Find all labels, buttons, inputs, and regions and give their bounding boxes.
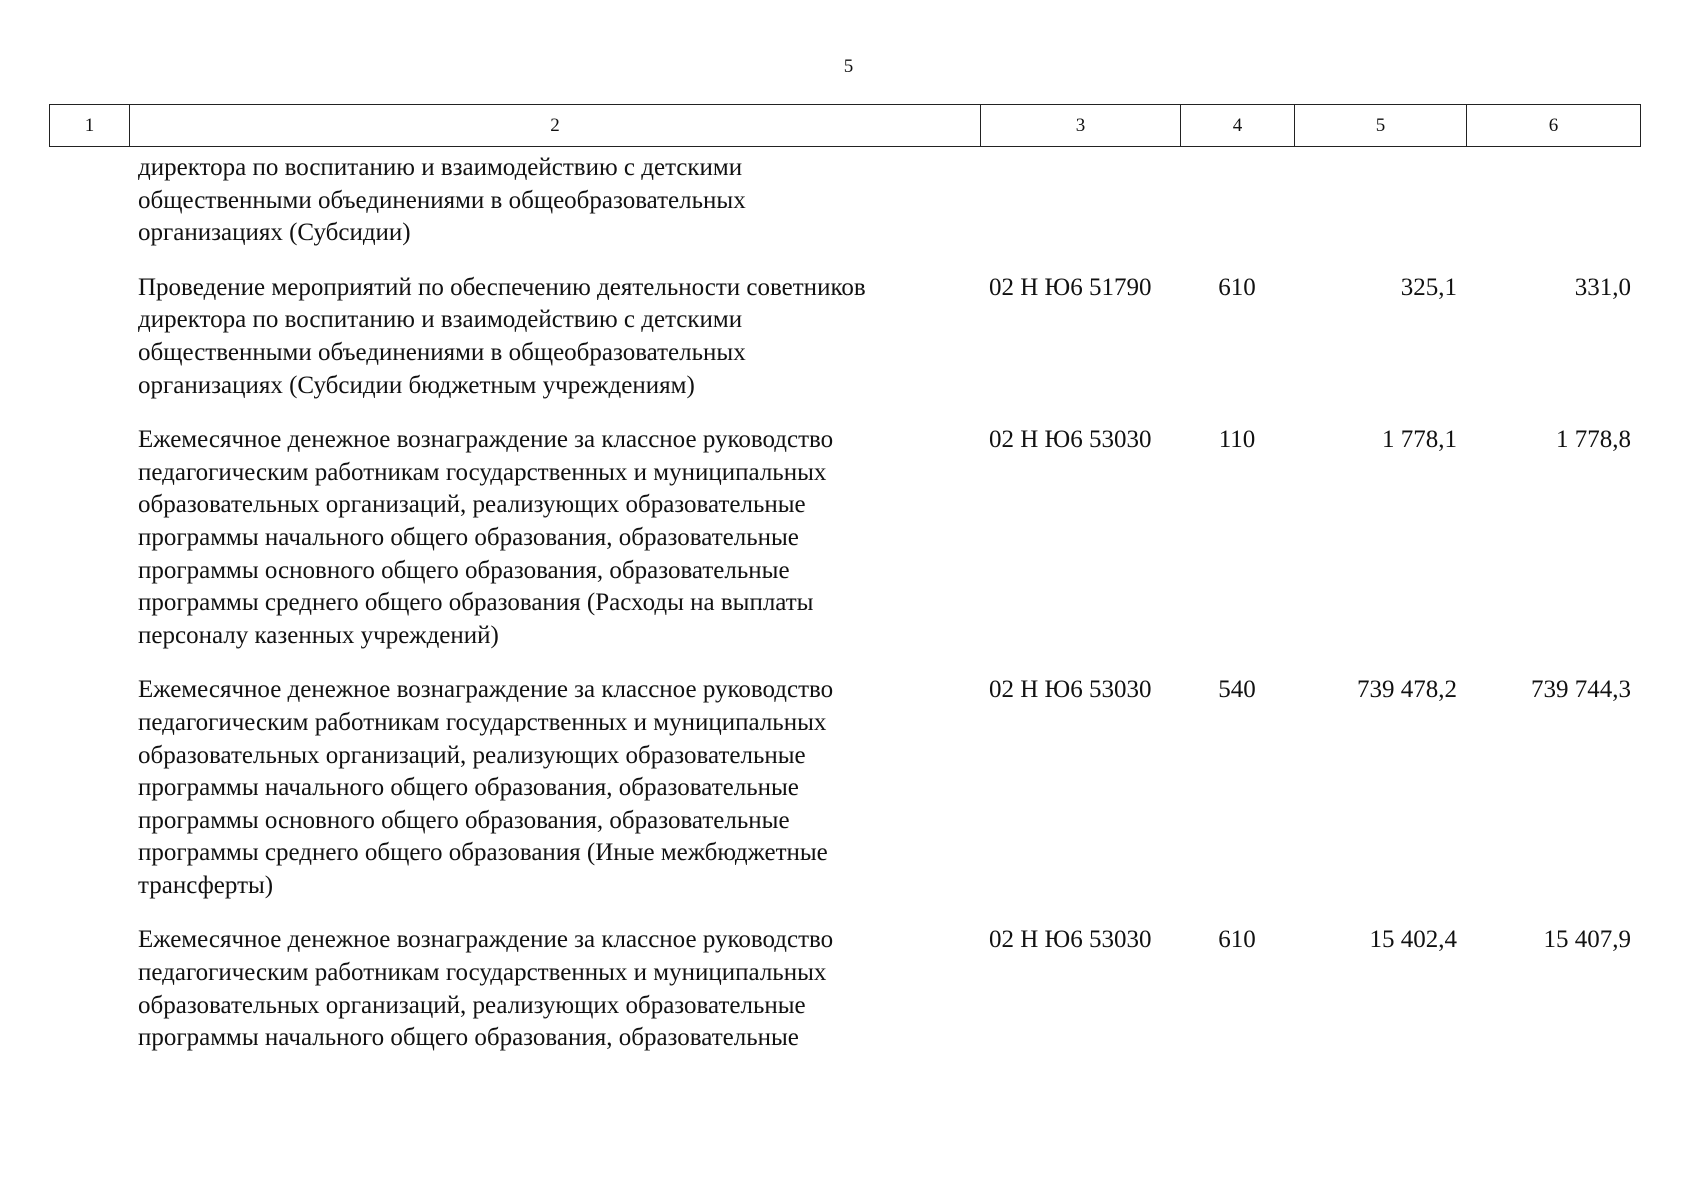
expense-type-cell [1180, 152, 1294, 250]
budget-code-cell: 02 Н Ю6 53030 [989, 676, 1152, 704]
description-line: образовательных организаций, реализующих образовательные [138, 741, 806, 769]
description-line: программы начального общего образования, образовательные [138, 774, 799, 802]
budget-code-cell: 02 Н Ю6 51790 [989, 273, 1152, 301]
description-line: организациях (Субсидии бюджетным учреждениям) [138, 371, 695, 399]
description-line: программы начального общего образования, образовательные [138, 1024, 799, 1052]
description-line: персоналу казенных учреждений) [138, 621, 499, 649]
table-row [49, 424, 1640, 652]
description-line: педагогическим работникам государственных и муниципальных [138, 708, 827, 736]
description-cell [129, 674, 980, 902]
description-line: трансферты) [138, 871, 274, 899]
amount-cell-col6: 331,0 [1574, 273, 1631, 301]
description-line: директора по воспитанию и взаимодействию с детскими [138, 154, 743, 181]
table-row [49, 272, 1640, 402]
description-cell [129, 924, 980, 1054]
row-number-cell [49, 674, 129, 902]
description-cell [129, 272, 980, 402]
description-line: программы начального общего образования, образовательные [138, 523, 799, 551]
description-line: педагогическим работникам государственных и муниципальных [138, 458, 827, 486]
page-number: 5 [843, 56, 854, 77]
amount-cell-col6: 15 407,9 [1543, 926, 1631, 954]
row-number-cell [49, 272, 129, 402]
expense-type-cell: 110 [1218, 426, 1256, 454]
description-line: организациях (Субсидии) [138, 219, 411, 247]
header-cell: 5 [1295, 105, 1467, 147]
description-line: программы среднего общего образования (Расходы на выплаты [138, 589, 814, 617]
header-cell: 3 [981, 105, 1181, 147]
budget-table-body [49, 152, 1640, 1077]
amount-cell-col6: 739 744,3 [1531, 676, 1631, 704]
description-line: педагогическим работникам государственных и муниципальных [138, 959, 827, 987]
amount-cell-col6: 1 778,8 [1556, 426, 1631, 454]
description-line: Ежемесячное денежное вознаграждение за классное руководство [138, 926, 834, 954]
budget-code-cell: 02 Н Ю6 53030 [989, 426, 1152, 454]
amount-cell-col5: 1 778,1 [1382, 426, 1457, 454]
row-number-cell [49, 152, 129, 250]
amount-cell-col5: 739 478,2 [1357, 676, 1457, 704]
expense-type-cell: 610 [1218, 273, 1256, 301]
amount-cell-col6 [1466, 152, 1640, 250]
expense-type-cell: 610 [1218, 926, 1256, 954]
table-row [49, 152, 1640, 250]
header-row [50, 105, 1641, 147]
amount-cell-col5 [1294, 152, 1466, 250]
budget-code-cell [980, 152, 1180, 250]
amount-cell-col5: 15 402,4 [1369, 926, 1457, 954]
description-line: программы среднего общего образования (Иные межбюджетные [138, 839, 828, 867]
description-line: образовательных организаций, реализующих образовательные [138, 991, 806, 1019]
header-cell: 1 [50, 105, 130, 147]
description-cell [129, 424, 980, 652]
description-line: программы основного общего образования, образовательные [138, 806, 790, 834]
description-line: образовательных организаций, реализующих образовательные [138, 491, 806, 519]
description-line: общественными объединениями в общеобразовательных [138, 186, 746, 214]
table-row [49, 674, 1640, 902]
row-number-cell [49, 924, 129, 1054]
column-number-header [49, 104, 1641, 147]
table-row [49, 924, 1640, 1054]
description-line: общественными объединениями в общеобразовательных [138, 338, 746, 366]
amount-cell-col5: 325,1 [1400, 273, 1457, 301]
description-line: директора по воспитанию и взаимодействию с детскими [138, 306, 743, 334]
description-line: Ежемесячное денежное вознаграждение за классное руководство [138, 676, 834, 704]
header-cell: 4 [1181, 105, 1295, 147]
header-cell: 2 [130, 105, 981, 147]
budget-code-cell: 02 Н Ю6 53030 [989, 926, 1152, 954]
row-number-cell [49, 424, 129, 652]
description-line: Проведение мероприятий по обеспечению деятельности советников [138, 273, 866, 301]
description-line: программы основного общего образования, образовательные [138, 556, 790, 584]
description-line: Ежемесячное денежное вознаграждение за классное руководство [138, 426, 834, 454]
expense-type-cell: 540 [1218, 676, 1256, 704]
description-cell [129, 152, 980, 250]
header-cell: 6 [1467, 105, 1641, 147]
